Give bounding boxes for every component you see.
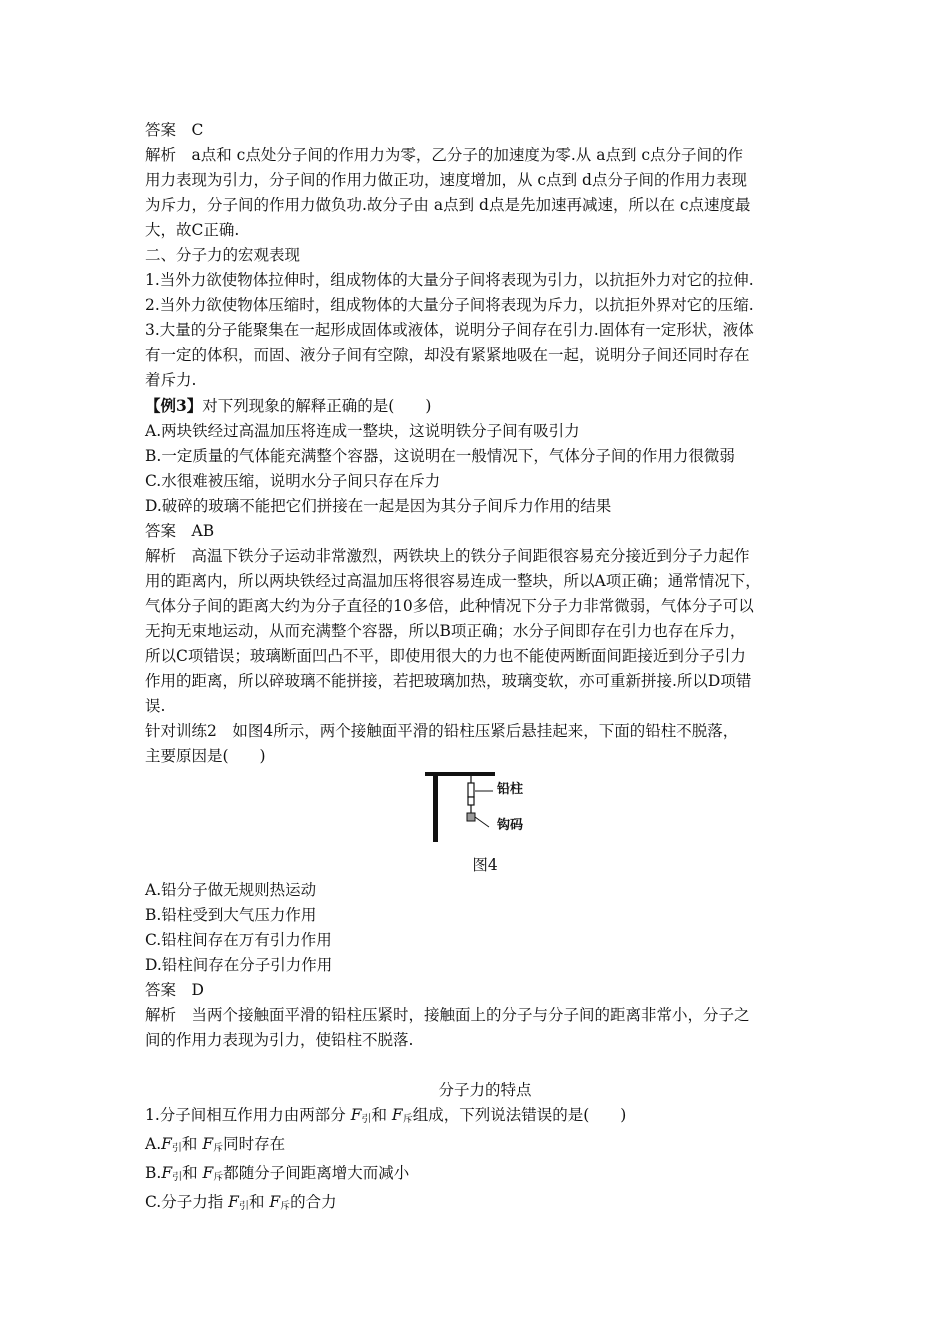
force-subscript-attract: 引 [172,1172,183,1183]
explanation-1-line: 解析 a点和 c点处分子间的作用力为零，乙分子的加速度为零.从 a点到 c点分子间的作 [145,146,744,164]
force-symbol: F [161,1164,173,1182]
upper-lead-cylinder [468,783,474,797]
example-3-answer: 答案 AB [145,522,215,540]
label-line-weight [475,817,489,827]
section-2-item: 3.大量的分子能聚集在一起形成固体或液体，说明分子间存在引力.固体有一定形状，液体 [145,321,754,339]
explanation-1-line: 大，故C正确. [145,221,240,239]
question-1-option-a [145,1132,825,1161]
training-2-option-c: C.铅柱间存在万有引力作用 [145,931,332,949]
example-3-explanation-line: 误. [145,697,166,715]
example-3-explanation-line: 无拘无束地运动，从而充满整个容器，所以B项正确；水分子间即存在引力也存在斥力， [145,622,746,640]
force-subscript-repel: 斥 [213,1143,224,1154]
force-symbol: F [202,1135,214,1153]
example-3-explanation-line: 所以C项错误；玻璃断面凹凸不平，即使用很大的力也不能使两断面间距接近到分子引力 [145,647,746,665]
example-3-explanation-line: 气体分子间的距离大约为分子直径的10多倍，此种情况下分子力非常微弱，气体分子可以 [145,597,754,615]
section-2-item: 2.当外力欲使物体压缩时，组成物体的大量分子间将表现为斥力，以抗拒外界对它的压缩. [145,296,754,314]
option-b-and: 和 [182,1164,203,1182]
force-symbol: F [228,1193,239,1211]
force-subscript-attract: 引 [238,1201,249,1212]
force-subscript-attract: 引 [361,1114,372,1125]
option-c-suffix: 的合力 [290,1193,337,1211]
option-b-suffix: 都随分子间距离增大而减小 [223,1164,410,1182]
example-3-option-d: D.破碎的玻璃不能把它们拼接在一起是因为其分子间斥力作用的结果 [145,497,612,515]
option-c-prefix: C.分子力指 [145,1193,229,1211]
document-page [145,118,825,1219]
explanation-1-line: 用力表现为引力，分子间的作用力做正功，速度增加，从 c点到 d点分子间的作用力表现 [145,171,747,189]
support-post [433,772,438,842]
option-a-and: 和 [181,1135,203,1153]
training-2-option-b: B.铅柱受到大气压力作用 [145,906,317,924]
option-b-prefix: B. [145,1164,162,1182]
figure-label-weight: 钩码 [497,818,524,833]
force-symbol: F [350,1106,362,1124]
force-subscript-repel: 斥 [402,1114,413,1125]
lower-lead-cylinder [468,797,474,805]
training-2-question: 针对训练2 如图4所示，两个接触面平滑的铅柱压紧后悬挂起来，下面的铅柱不脱落， [145,722,739,740]
example-3-explanation-line: 解析 高温下铁分子运动非常激烈，两铁块上的铁分子间距很容易充分接近到分子力起作 [145,547,750,565]
lead-cylinder-diagram [425,771,545,851]
question-1-option-c [145,1190,825,1219]
training-2-explanation-line: 解析 当两个接触面平滑的铅柱压紧时，接触面上的分子与分子间的距离非常小，分子之 [145,1006,750,1024]
force-symbol: F [269,1193,281,1211]
section-2-heading: 二、分子力的宏观表现 [145,246,301,264]
training-2-option-a: A.铅分子做无规则热运动 [145,881,317,899]
force-subscript-repel: 斥 [213,1172,224,1183]
example-3-tag: 【例3】 [145,396,203,415]
example-3-option-c: C.水很难被压缩，说明水分子间只存在斥力 [145,472,441,490]
example-3-option-a: A.两块铁经过高温加压将连成一整块，这说明铁分子间有吸引力 [145,422,580,440]
explanation-1-line: 为斥力，分子间的作用力做负功.故分子由 a点到 d点是先加速再减速，所以在 c点速度最 [145,196,751,214]
example-3-explanation-line: 用的距离内，所以两块铁经过高温加压将很容易连成一整块，所以A项正确；通常情况下， [145,572,761,590]
force-symbol: F [391,1106,403,1124]
training-2-question: 主要原因是( ) [145,747,266,765]
option-c-and: 和 [248,1193,270,1211]
example-3-explanation-line: 作用的距离，所以碎玻璃不能拼接，若把玻璃加热，玻璃变软，亦可重新拼接.所以D项错 [145,672,752,690]
section-2-item: 着斥力. [145,371,197,389]
question-1-suffix: 组成，下列说法错误的是( ) [412,1106,627,1124]
figure-label-lead: 铅柱 [497,782,524,797]
figure-4 [145,771,825,853]
question-1-and: 和 [371,1106,392,1124]
section-3-title: 分子力的特点 [438,1081,532,1099]
figure-caption: 图4 [472,856,498,874]
example-3-question-text: 对下列现象的解释正确的是( ) [202,397,432,415]
section-2-item: 有一定的体积，而固、液分子间有空隙，却没有紧紧地吸在一起，说明分子间还同时存在 [145,346,750,364]
training-2-explanation-line: 间的作用力表现为引力，使铅柱不脱落. [145,1031,414,1049]
question-1 [145,1103,825,1132]
spacer [145,1053,825,1078]
hook-weight [467,813,475,821]
force-subscript-repel: 斥 [280,1201,291,1212]
example-3-option-b: B.一定质量的气体能充满整个容器，这说明在一般情况下，气体分子间的作用力很微弱 [145,447,735,465]
example-3-question [145,393,825,419]
force-symbol: F [202,1164,214,1182]
training-2-option-d: D.铅柱间存在分子引力作用 [145,956,333,974]
option-a-prefix: A. [145,1135,162,1153]
answer-1: 答案 C [145,121,204,139]
training-2-answer: 答案 D [145,981,204,999]
section-2-item: 1.当外力欲使物体拉伸时，组成物体的大量分子间将表现为引力，以抗拒外力对它的拉伸. [145,271,754,289]
question-1-prefix: 1.分子间相互作用力由两部分 [145,1106,351,1124]
force-subscript-attract: 引 [171,1143,182,1154]
question-1-option-b [145,1161,825,1190]
force-symbol: F [161,1135,172,1153]
option-a-suffix: 同时存在 [223,1135,286,1153]
